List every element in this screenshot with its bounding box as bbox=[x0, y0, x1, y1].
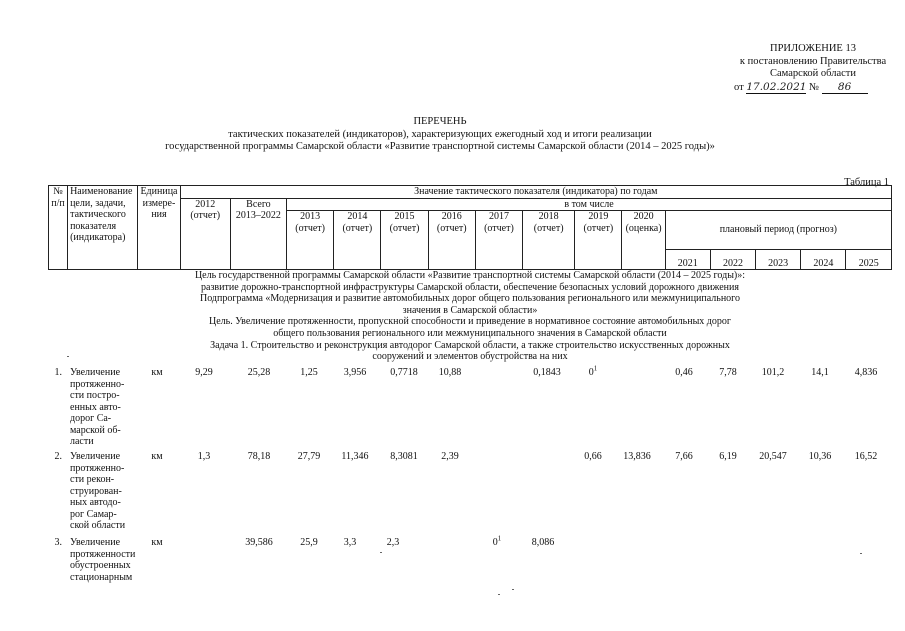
number-value: 86 bbox=[822, 81, 868, 95]
document-title bbox=[150, 116, 730, 154]
header-num: № п/п bbox=[49, 186, 68, 270]
header-2022: 2022 bbox=[710, 250, 755, 270]
row-name-line: рог Самар- bbox=[70, 508, 117, 520]
row-name bbox=[70, 367, 136, 448]
header-unit: Единица измере-ния bbox=[138, 186, 180, 270]
row-unit: км bbox=[151, 367, 163, 378]
row-name-line: протяженности bbox=[70, 548, 136, 560]
row-name-line: протяженно- bbox=[70, 378, 125, 390]
value-total: 78,18 bbox=[247, 451, 271, 462]
header-2014: 2014 (отчет) bbox=[334, 211, 381, 270]
row-name-line: протяженно- bbox=[70, 462, 125, 474]
header-2013: 2013 (отчет) bbox=[287, 211, 334, 270]
row-name-line: стационарным bbox=[70, 571, 133, 583]
date-value: 17.02.2021 bbox=[746, 80, 807, 93]
appendix-line2: Самарской области bbox=[770, 68, 856, 79]
row-name-line: марской об- bbox=[70, 424, 121, 436]
title-line2: тактических показателей (индикаторов), характеризующих ежегодный ход и итоги реализации bbox=[228, 128, 652, 140]
row-name-line: сти рекон- bbox=[70, 474, 115, 485]
header-including: в том числе bbox=[287, 198, 892, 211]
header-plan: плановый период (прогноз) bbox=[665, 211, 891, 250]
row-name bbox=[70, 451, 136, 532]
value-2022: 6,19 bbox=[719, 451, 737, 462]
row-number: 1. bbox=[54, 367, 62, 378]
row-name-line: енных авто- bbox=[70, 401, 121, 413]
row-unit: км bbox=[151, 537, 163, 548]
subprogram-line: Подпрограмма «Модернизация и развитие автомобильных дорог общего пользования регионального или межмуниципального bbox=[199, 293, 741, 305]
scan-speck bbox=[512, 589, 514, 590]
scan-speck bbox=[498, 594, 500, 595]
header-2016: 2016 (отчет) bbox=[428, 211, 475, 270]
task-line: сооружений и элементов обустройства на них bbox=[372, 351, 568, 363]
row-name-line: ных автодо- bbox=[70, 497, 121, 508]
value-2014: 11,346 bbox=[341, 451, 369, 462]
goal-line: развитие дорожно-транспортной инфраструктуры Самарской области, обеспечение безопасных условий дорожного движения bbox=[201, 281, 739, 293]
header-total: Всего 2013–2022 bbox=[230, 198, 286, 270]
value-2017-main: 0 bbox=[492, 537, 498, 548]
value-2013: 27,79 bbox=[297, 451, 321, 462]
row-number: 2. bbox=[54, 451, 62, 462]
appendix-title: ПРИЛОЖЕНИЕ 13 bbox=[770, 43, 856, 54]
value-2016: 2,39 bbox=[441, 451, 459, 462]
header-2017: 2017 (отчет) bbox=[475, 211, 522, 270]
row-name-line: ской области bbox=[70, 520, 126, 531]
value-2019 bbox=[570, 364, 616, 379]
subprogram-line: значения в Самарской области» bbox=[402, 304, 538, 316]
scan-speck bbox=[380, 552, 382, 553]
appendix-block bbox=[728, 43, 898, 94]
appendix-date-line bbox=[728, 81, 898, 95]
value-2015: 0,7718 bbox=[390, 367, 418, 378]
row-name-line: ласти bbox=[70, 436, 94, 447]
value-2012: 1,3 bbox=[197, 451, 211, 462]
value-2017 bbox=[474, 534, 520, 549]
row-name-line: Увеличение bbox=[70, 367, 121, 378]
value-2013: 1,25 bbox=[300, 367, 318, 378]
value-2023: 20,547 bbox=[759, 451, 787, 462]
value-2018: 8,086 bbox=[531, 537, 555, 548]
header-2020: 2020 (оценка) bbox=[622, 211, 665, 270]
header-values: Значение тактического показателя (индикатора) по годам bbox=[180, 186, 891, 199]
date-prefix: от bbox=[734, 81, 744, 93]
row-name-line: Увеличение bbox=[70, 537, 121, 548]
row-name-line: дорог Са- bbox=[70, 413, 112, 424]
value-2015: 2,3 bbox=[386, 537, 400, 548]
footnote-mark: 1 bbox=[497, 534, 502, 543]
header-2019: 2019 (отчет) bbox=[575, 211, 622, 270]
row-name-line: сти постро- bbox=[70, 390, 120, 401]
appendix-line1: к постановлению Правительства bbox=[739, 55, 887, 67]
value-2019-main: 0 bbox=[588, 367, 594, 378]
value-2014: 3,3 bbox=[343, 537, 357, 548]
aim-line: общего пользования регионального или межмуниципального значения в Самарской области bbox=[273, 327, 667, 339]
header-2018: 2018 (отчет) bbox=[523, 211, 575, 270]
value-2021: 7,66 bbox=[675, 451, 693, 462]
header-2025: 2025 bbox=[846, 250, 892, 270]
value-2024: 14,1 bbox=[811, 367, 829, 378]
row-name-line: Увеличение bbox=[70, 451, 121, 462]
goals-block bbox=[160, 270, 780, 363]
value-total: 25,28 bbox=[247, 367, 271, 378]
scan-speck bbox=[67, 356, 69, 357]
value-2016: 10,88 bbox=[438, 367, 462, 378]
table-label: Таблица 1 bbox=[844, 177, 889, 188]
value-2014: 3,956 bbox=[343, 367, 367, 378]
title-line3: государственной программы Самарской области «Развитие транспортной системы Самарской области (2014 – 2025 годы)» bbox=[165, 141, 715, 152]
aim-line: Цель. Увеличение протяженности, пропускной способности и приведение в нормативное состояние автомобильных дорог bbox=[209, 316, 731, 328]
header-2015: 2015 (отчет) bbox=[381, 211, 428, 270]
header-name: Наименование цели, задачи, тактического показателя (индикатора) bbox=[68, 186, 138, 270]
header-2023: 2023 bbox=[756, 250, 801, 270]
value-2024: 10,36 bbox=[808, 451, 832, 462]
value-2018: 0,1843 bbox=[533, 367, 561, 378]
goal-line: Цель государственной программы Самарской области «Развитие транспортной системы Самарской области (2014 – 2025 годы)»: bbox=[194, 270, 746, 281]
task-line: Задача 1. Строительство и реконструкция автодорог Самарской области, а также строительство искусственных дорожных bbox=[210, 339, 730, 351]
value-2019: 0,66 bbox=[584, 451, 602, 462]
header-2012: 2012 (отчет) bbox=[180, 198, 230, 270]
row-unit: км bbox=[151, 451, 163, 462]
row-name-line: струирован- bbox=[70, 485, 122, 497]
value-2020: 13,836 bbox=[623, 451, 651, 462]
value-2021: 0,46 bbox=[675, 367, 693, 378]
scan-speck bbox=[860, 553, 862, 554]
title-line1: ПЕРЕЧЕНЬ bbox=[413, 116, 467, 127]
value-2022: 7,78 bbox=[719, 367, 737, 378]
value-2025: 4,836 bbox=[854, 367, 878, 378]
number-prefix: № bbox=[808, 81, 819, 93]
indicator-table-header bbox=[48, 185, 892, 270]
footnote-mark: 1 bbox=[593, 364, 598, 373]
row-name-line: обустроенных bbox=[70, 560, 131, 571]
value-total: 39,586 bbox=[245, 537, 273, 548]
row-name bbox=[70, 537, 136, 583]
header-2024: 2024 bbox=[801, 250, 846, 270]
value-2012: 9,29 bbox=[195, 367, 213, 378]
row-number: 3. bbox=[54, 537, 62, 548]
header-2021: 2021 bbox=[665, 250, 710, 270]
value-2013: 25,9 bbox=[300, 537, 318, 548]
value-2015: 8,3081 bbox=[390, 451, 418, 462]
value-2025: 16,52 bbox=[854, 451, 878, 462]
value-2023: 101,2 bbox=[761, 367, 785, 378]
